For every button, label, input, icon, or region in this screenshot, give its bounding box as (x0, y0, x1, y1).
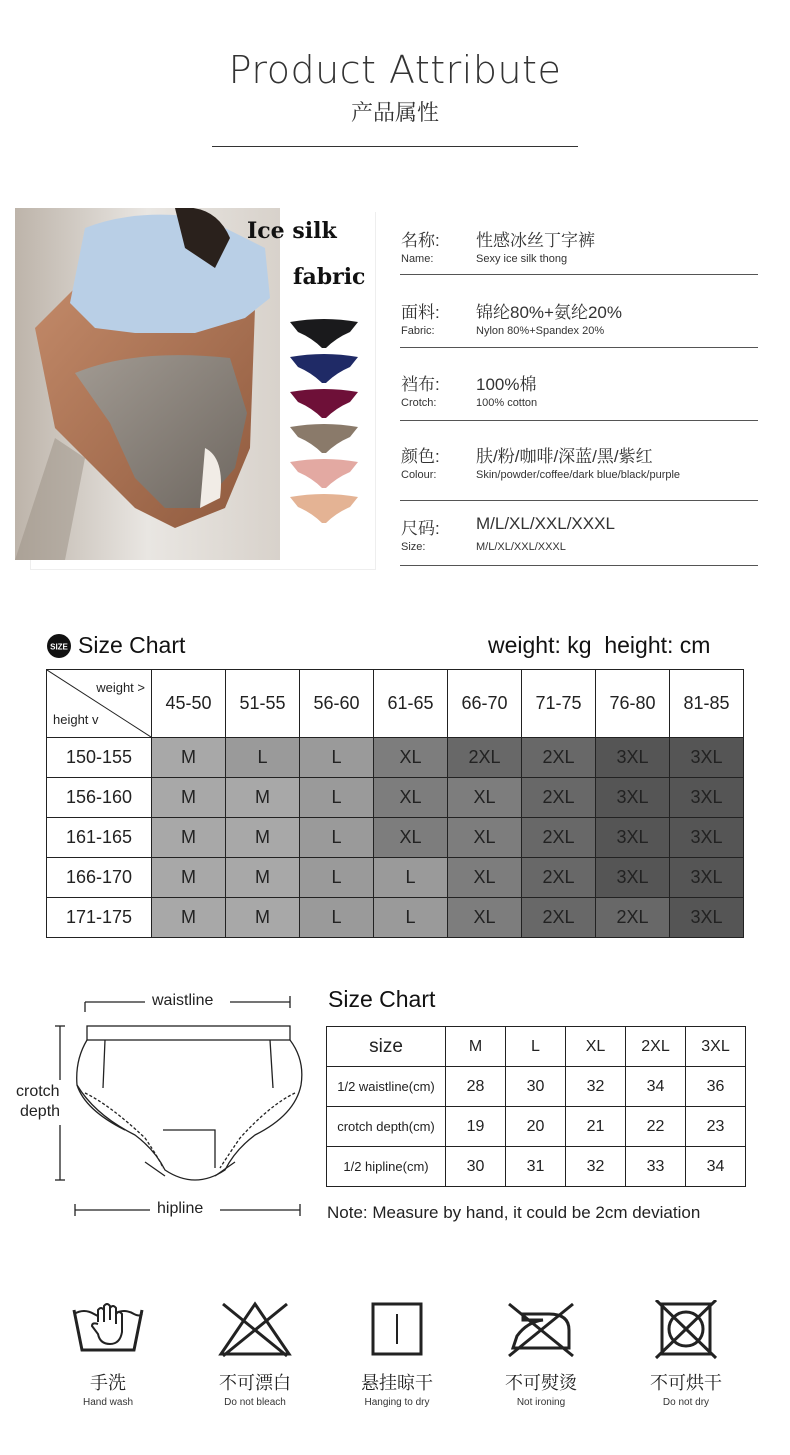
measurement-value: 31 (506, 1147, 566, 1187)
attr-value-en: 100% cotton (476, 397, 538, 409)
size-column-header: XL (566, 1027, 626, 1067)
fabric-label-line2: fabric (293, 264, 366, 290)
table-row (47, 738, 744, 778)
size-cell: 3XL (596, 858, 670, 898)
size-cell: XL (374, 778, 448, 818)
size-cell: XL (448, 778, 522, 818)
size-cell: 3XL (670, 738, 744, 778)
no-bleach-icon (217, 1300, 293, 1365)
measurement-value: 20 (506, 1107, 566, 1147)
weight-header: 76-80 (596, 670, 670, 738)
care-label-en: Hanging to dry (364, 1397, 430, 1408)
attr-value-cn: 肤/粉/咖啡/深蓝/黑/紫红 (476, 447, 653, 466)
table-row (327, 1067, 746, 1107)
measurement-label: 1/2 waistline(cm) (327, 1067, 446, 1107)
size-badge-icon (46, 633, 72, 659)
swatch-1 (290, 354, 358, 383)
measurement-value: 36 (686, 1067, 746, 1107)
corner-cell (47, 670, 152, 738)
attr-value-cn: 性感冰丝丁字裤 (476, 231, 595, 250)
measurement-value: 28 (446, 1067, 506, 1107)
care-label-cn: 悬挂晾干 (361, 1373, 433, 1393)
size-cell: XL (374, 738, 448, 778)
measurement-table (326, 1026, 746, 1187)
size-cell: L (300, 738, 374, 778)
size-cell: 2XL (522, 858, 596, 898)
size-cell: XL (448, 818, 522, 858)
swatch-4 (290, 459, 358, 488)
measurement-value: 32 (566, 1067, 626, 1107)
crotch-depth-label-2: depth (20, 1103, 61, 1120)
size-cell: 2XL (522, 818, 596, 858)
weight-header: 81-85 (670, 670, 744, 738)
attr-label-cn: 颜色: (401, 447, 440, 466)
size-chart-title: Size Chart (78, 632, 186, 658)
size-cell: L (374, 858, 448, 898)
size-cell: 2XL (596, 898, 670, 938)
measurement-value: 33 (626, 1147, 686, 1187)
size-cell: XL (374, 818, 448, 858)
color-swatches (288, 318, 360, 544)
attr-label-en: Name: (401, 253, 434, 265)
attr-divider (400, 500, 758, 501)
size-cell: L (374, 898, 448, 938)
header-divider (212, 146, 578, 147)
size-cell: M (152, 818, 226, 858)
size-chart-table (46, 669, 744, 938)
table-row (327, 1147, 746, 1187)
weight-header: 56-60 (300, 670, 374, 738)
care-label-en: Do not dry (662, 1397, 710, 1408)
size-cell: M (152, 778, 226, 818)
size-cell: L (300, 778, 374, 818)
size-cell: M (226, 858, 300, 898)
size-cell: L (300, 898, 374, 938)
attr-label-en: Size: (401, 541, 426, 553)
attr-value-cn: M/L/XL/XXL/XXXL (476, 514, 615, 533)
size-column-header: 3XL (686, 1027, 746, 1067)
measurement-value: 19 (446, 1107, 506, 1147)
care-label-cn: 不可烘干 (650, 1373, 722, 1393)
swatch-3 (290, 424, 358, 453)
measurement-value: 30 (446, 1147, 506, 1187)
hang-dry-icon (359, 1300, 435, 1365)
care-label-en: Hand wash (82, 1397, 134, 1408)
size-cell: L (226, 738, 300, 778)
no-tumble-dry-icon (648, 1300, 724, 1365)
weight-header: 45-50 (152, 670, 226, 738)
table-row (47, 858, 744, 898)
size-column-header: L (506, 1027, 566, 1067)
swatch-5 (290, 494, 358, 523)
attr-value-cn: 100%棉 (476, 375, 537, 394)
fabric-label-line1: Ice silk (247, 218, 337, 244)
swatch-2 (290, 389, 358, 418)
height-cell: 171-175 (47, 898, 152, 938)
measurement-value: 34 (626, 1067, 686, 1107)
attr-divider (400, 347, 758, 348)
size-cell: 3XL (670, 858, 744, 898)
size-cell: 3XL (670, 898, 744, 938)
size-cell: M (226, 818, 300, 858)
corner-height-label: height v (53, 712, 99, 727)
weight-header: 71-75 (522, 670, 596, 738)
product-photo (15, 208, 280, 560)
size-column-header: 2XL (626, 1027, 686, 1067)
attr-value-en: Sexy ice silk thong (476, 253, 568, 265)
measurement-label: crotch depth(cm) (327, 1107, 446, 1147)
measurement-value: 30 (506, 1067, 566, 1107)
size-cell: M (152, 858, 226, 898)
measurement-value: 32 (566, 1147, 626, 1187)
measurement-value: 34 (686, 1147, 746, 1187)
size-cell: M (152, 738, 226, 778)
measurement-value: 22 (626, 1107, 686, 1147)
size-cell: XL (448, 898, 522, 938)
attr-value-en: Skin/powder/coffee/dark blue/black/purple (476, 469, 681, 481)
size-chart-2-title: Size Chart (328, 986, 436, 1012)
measurement-value: 21 (566, 1107, 626, 1147)
attr-label-en: Crotch: (401, 397, 437, 409)
size-cell: L (300, 818, 374, 858)
care-label-cn: 手洗 (90, 1373, 126, 1393)
attr-divider (400, 565, 758, 566)
care-label-en: Do not bleach (224, 1397, 286, 1408)
care-label-cn: 不可漂白 (219, 1373, 291, 1393)
size-column-header: M (446, 1027, 506, 1067)
weight-header: 66-70 (448, 670, 522, 738)
size-badge-text: SIZE (50, 642, 68, 652)
table-row (47, 818, 744, 858)
hand-wash-icon (70, 1300, 146, 1365)
attr-label-en: Colour: (401, 469, 437, 481)
swatch-0 (290, 319, 358, 348)
measurement-label: 1/2 hipline(cm) (327, 1147, 446, 1187)
size-cell: M (152, 898, 226, 938)
table-row (47, 778, 744, 818)
weight-header: 61-65 (374, 670, 448, 738)
hipline-label: hipline (157, 1200, 204, 1217)
height-cell: 161-165 (47, 818, 152, 858)
size-cell: M (226, 778, 300, 818)
size-cell: 2XL (522, 738, 596, 778)
page-title: Product Attribute (228, 48, 562, 92)
attr-divider (400, 420, 758, 421)
care-label-en: Not ironing (516, 1397, 566, 1408)
weight-header: 51-55 (226, 670, 300, 738)
no-iron-icon (503, 1300, 579, 1365)
attr-label-cn: 名称: (401, 231, 440, 250)
size-header-cell: size (327, 1027, 446, 1067)
attr-value-en: M/L/XL/XXL/XXXL (476, 541, 566, 553)
attr-value-en: Nylon 80%+Spandex 20% (476, 325, 605, 337)
size-cell: 3XL (670, 818, 744, 858)
attr-value-cn: 锦纶80%+氨纶20% (476, 303, 622, 322)
size-cell: 2XL (448, 738, 522, 778)
size-cell: M (226, 898, 300, 938)
table-row (327, 1107, 746, 1147)
size-cell: 3XL (596, 778, 670, 818)
attr-label-cn: 尺码: (401, 519, 440, 538)
page-subtitle: 产品属性 (350, 101, 439, 126)
height-cell: 156-160 (47, 778, 152, 818)
measurement-value: 23 (686, 1107, 746, 1147)
attr-label-cn: 面料: (401, 303, 440, 322)
table-row (47, 898, 744, 938)
crotch-depth-label-1: crotch (16, 1083, 60, 1100)
attr-label-cn: 裆布: (401, 375, 440, 394)
height-cell: 150-155 (47, 738, 152, 778)
size-cell: 3XL (596, 818, 670, 858)
waistline-label: waistline (152, 992, 214, 1009)
attr-divider (400, 274, 758, 275)
size-cell: 2XL (522, 778, 596, 818)
size-cell: 3XL (596, 738, 670, 778)
size-cell: L (300, 858, 374, 898)
size-cell: 2XL (522, 898, 596, 938)
size-cell: XL (448, 858, 522, 898)
attr-label-en: Fabric: (401, 325, 435, 337)
corner-weight-label: weight > (96, 680, 145, 695)
care-label-cn: 不可熨烫 (505, 1373, 577, 1393)
measurement-note: Note: Measure by hand, it could be 2cm deviation (327, 1203, 701, 1222)
height-cell: 166-170 (47, 858, 152, 898)
size-chart-units: weight: kg height: cm (488, 632, 711, 658)
size-cell: 3XL (670, 778, 744, 818)
